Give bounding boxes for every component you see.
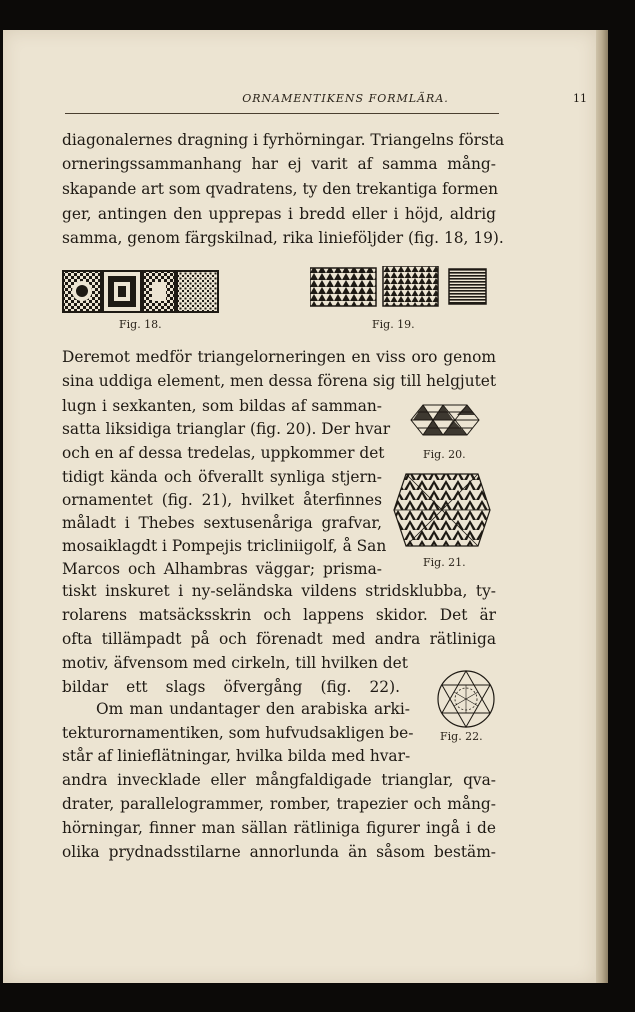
text-line: orneringssammanhang har ej varit af samma mång- (62, 155, 496, 173)
text-line: Deremot medför triangelorneringen en viss oro genom (62, 348, 496, 366)
text-line: drater, parallelogrammer, romber, trapezier och mång- (62, 795, 496, 813)
figure-22-caption: Fig. 22. (440, 730, 483, 743)
text-line: mosaiklagdt i Pompejis tricliniigolf, å San (62, 537, 387, 555)
text-line: och en af dessa tredelas, uppkommer det (62, 444, 385, 462)
figure-20-hexagon-triangles (409, 400, 481, 440)
text-line: tiskt inskuret i ny-seländska vildens stridsklubba, ty- (62, 582, 496, 600)
figure-21-star-ornament (392, 470, 492, 550)
text-line: Marcos och Alhambras väggar; prisma- (62, 560, 382, 578)
text-line: ofta tillämpadt på och förenadt med andra rätliniga (62, 630, 496, 648)
text-line: bildar ett slags öfvergång (fig. 22). (62, 678, 400, 696)
header-rule (65, 113, 499, 114)
text-line: ger, antingen den upprepas i bredd eller i höjd, aldrig (62, 205, 496, 223)
running-title: ORNAMENTIKENS FORMLÄRA. (242, 92, 449, 105)
text-line: tidigt kända och öfverallt synliga stjern- (62, 468, 382, 486)
figure-19-triangle-pattern (310, 266, 488, 308)
text-line: skapande art som qvadratens, ty den trekantiga formen (62, 180, 499, 198)
text-line: måladt i Thebes sextusenåriga grafvar, (62, 514, 382, 532)
page-number: 11 (573, 92, 587, 105)
text-line: tekturornamentiken, som hufvudsakligen be- (62, 724, 414, 742)
figure-20-caption: Fig. 20. (423, 448, 466, 461)
text-line: sina uddiga element, men dessa förena sig till helgjutet (62, 372, 497, 390)
figure-18-caption: Fig. 18. (119, 318, 162, 331)
text-line: diagonalernes dragning i fyrhörningar. Triangelns första (62, 131, 505, 149)
text-line: Om man undantager den arabiska arki- (96, 700, 410, 718)
text-line: olika prydnadsstilarne annorlunda än såsom bestäm- (62, 843, 496, 861)
figure-21-caption: Fig. 21. (423, 556, 466, 569)
text-line: andra invecklade eller mångfaldigade trianglar, qva- (62, 771, 496, 789)
text-line: står af linieflätningar, hvilka bilda med hvar- (62, 747, 411, 765)
text-line: lugn i sexkanten, som bildas af samman- (62, 397, 382, 415)
figure-19-caption: Fig. 19. (372, 318, 415, 331)
page-edge (596, 30, 608, 983)
text-line: motiv, äfvensom med cirkeln, till hvilken det (62, 654, 408, 672)
text-line: samma, genom färgskilnad, rika linieföljder (fig. 18, 19). (62, 229, 504, 247)
figure-22-circle-star (432, 668, 502, 730)
text-line: satta liksidiga trianglar (fig. 20). Der hvar (62, 420, 391, 438)
text-line: ornamentet (fig. 21), hvilket återfinnes (62, 491, 382, 509)
figure-18-square-pattern (62, 270, 219, 313)
text-line: hörningar, finner man sällan rätliniga figurer ingå i de (62, 819, 496, 837)
text-line: rolarens matsäcksskrin och lappens skidor. Det är (62, 606, 496, 624)
